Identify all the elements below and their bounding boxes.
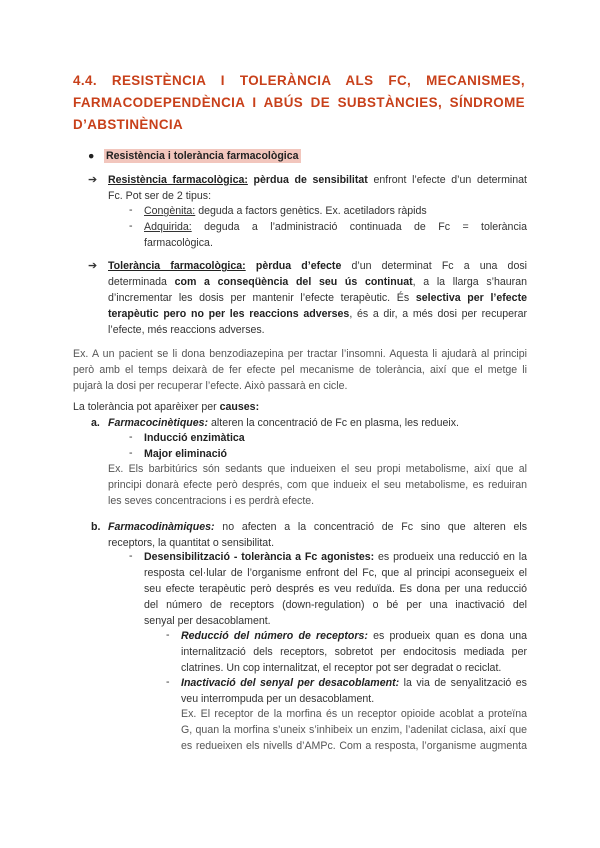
dash-icon: - bbox=[129, 220, 133, 232]
cause-a-sub-1: Inducció enzimàtica bbox=[144, 432, 245, 444]
dash-icon: - bbox=[129, 550, 133, 562]
list-marker-a: a. bbox=[91, 417, 100, 429]
cause-b-paragraph: Farmacodinàmiques: no afecten a la concentració de Fc sino que alteren els receptors, la quantitat o sensibilitat. bbox=[108, 521, 527, 549]
list-marker-b: b. bbox=[91, 521, 101, 533]
section-title bbox=[73, 70, 525, 136]
dash-icon: - bbox=[166, 676, 170, 688]
sub-item-adquirida: Adquirida: deguda a l’administració continuada de Fc = tolerància farmacològica. bbox=[144, 221, 527, 249]
resistencia-term: Resistència farmacològica: bbox=[108, 174, 248, 186]
highlighted-bullet-text: Resistència i tolerància farmacològica bbox=[106, 150, 299, 162]
desensibilitzacio-paragraph: Desensibilització - tolerància a Fc agonistes: es produeix una reducció en la resposta cel·lular de l’organisme enfront del Fc, que al principi aconsegueix el seu efecte terapèutic però després es veu reduïda. Es dona per una reducció del número de receptors (down-regulation) o bé per una inactivació del senyal per desacoblament. bbox=[144, 551, 527, 627]
inactivacio-paragraph: Inactivació del senyal per desacoblament: la via de senyalització es veu interrompuda per un desacoblament. bbox=[181, 677, 527, 705]
dash-icon: - bbox=[129, 204, 133, 216]
arrow-icon: ➔ bbox=[88, 260, 98, 272]
cause-a-sub-2: Major eliminació bbox=[144, 448, 228, 460]
resistencia-paragraph: Resistència farmacològica: pèrdua de sensibilitat enfront l’efecte d’un determinat Fc. Pot ser de 2 tipus: bbox=[108, 174, 527, 202]
causes-intro: La tolerància pot aparèixer per causes: bbox=[73, 401, 260, 413]
sub-item-congenita: Congènita: deguda a factors genètics. Ex. acetiladors ràpids bbox=[144, 205, 427, 217]
tolerancia-term: Tolerància farmacològica: bbox=[108, 260, 246, 272]
title-line-1: 4.4. RESISTÈNCIA I TOLERÀNCIA ALS FC, MECANISMES, bbox=[73, 73, 525, 88]
tolerancia-paragraph: Tolerància farmacològica: pèrdua d’efecte d’un determinat Fc a una dosi determinada com a conseqüència del seu ús continuat, a la llarga s’hauran d’incrementar les dosis per mantenir l’efecte terapèutic. És selectiva per l’efecte terapèutic pero no per les reaccions adverses, és a dir, a més dosi per recuperar l’efecte, més reaccions adverses. bbox=[108, 260, 527, 336]
reduccio-paragraph: Reducció del número de receptors: es produeix quan es dona una internalització dels receptors, sobretot per endocitosis mediada per clatrines. Un cop internalitzat, el receptor pot ser degradat o reciclat. bbox=[181, 630, 527, 674]
example-paragraph: Ex. A un pacient se li dona benzodiazepina per tractar l’insomni. Aquesta li ajudarà al principi però amb el temps deixarà de fer efecte pel mecanisme de tolerància, així que el metge li pujarà la dosi per recuperar l’efecte. Això passarà en cicle. bbox=[73, 348, 527, 392]
dash-icon: - bbox=[166, 629, 170, 641]
title-line-3: D’ABSTINÈNCIA bbox=[73, 117, 184, 132]
dash-icon: - bbox=[129, 447, 133, 459]
dash-icon: - bbox=[129, 431, 133, 443]
bullet-icon: ● bbox=[88, 150, 95, 162]
cause-a-paragraph: Farmacocinètiques: alteren la concentració de Fc en plasma, les redueix. bbox=[108, 417, 459, 429]
title-line-2: FARMACODEPENDÈNCIA I ABÚS DE SUBSTÀNCIES, SÍNDROME bbox=[73, 95, 525, 110]
morfina-example: Ex. El receptor de la morfina és un receptor opioide acoblat a proteïna G, quan la morfina s’uneix s’inhibeix un enzim, l’adenilat ciclasa, així que es redueixen els nivells d’AMPc. Com a resposta, l’organisme augmenta bbox=[181, 708, 527, 752]
highlighted-bullet bbox=[88, 150, 301, 162]
arrow-icon: ➔ bbox=[88, 174, 98, 186]
cause-a-example: Ex. Els barbitúrics són sedants que indueixen el seu propi metabolisme, així que al principi donarà efecte però després, com que indueix el seu metabolisme, es reduiran les seves concentracions i es perdrà efecte. bbox=[108, 463, 527, 507]
